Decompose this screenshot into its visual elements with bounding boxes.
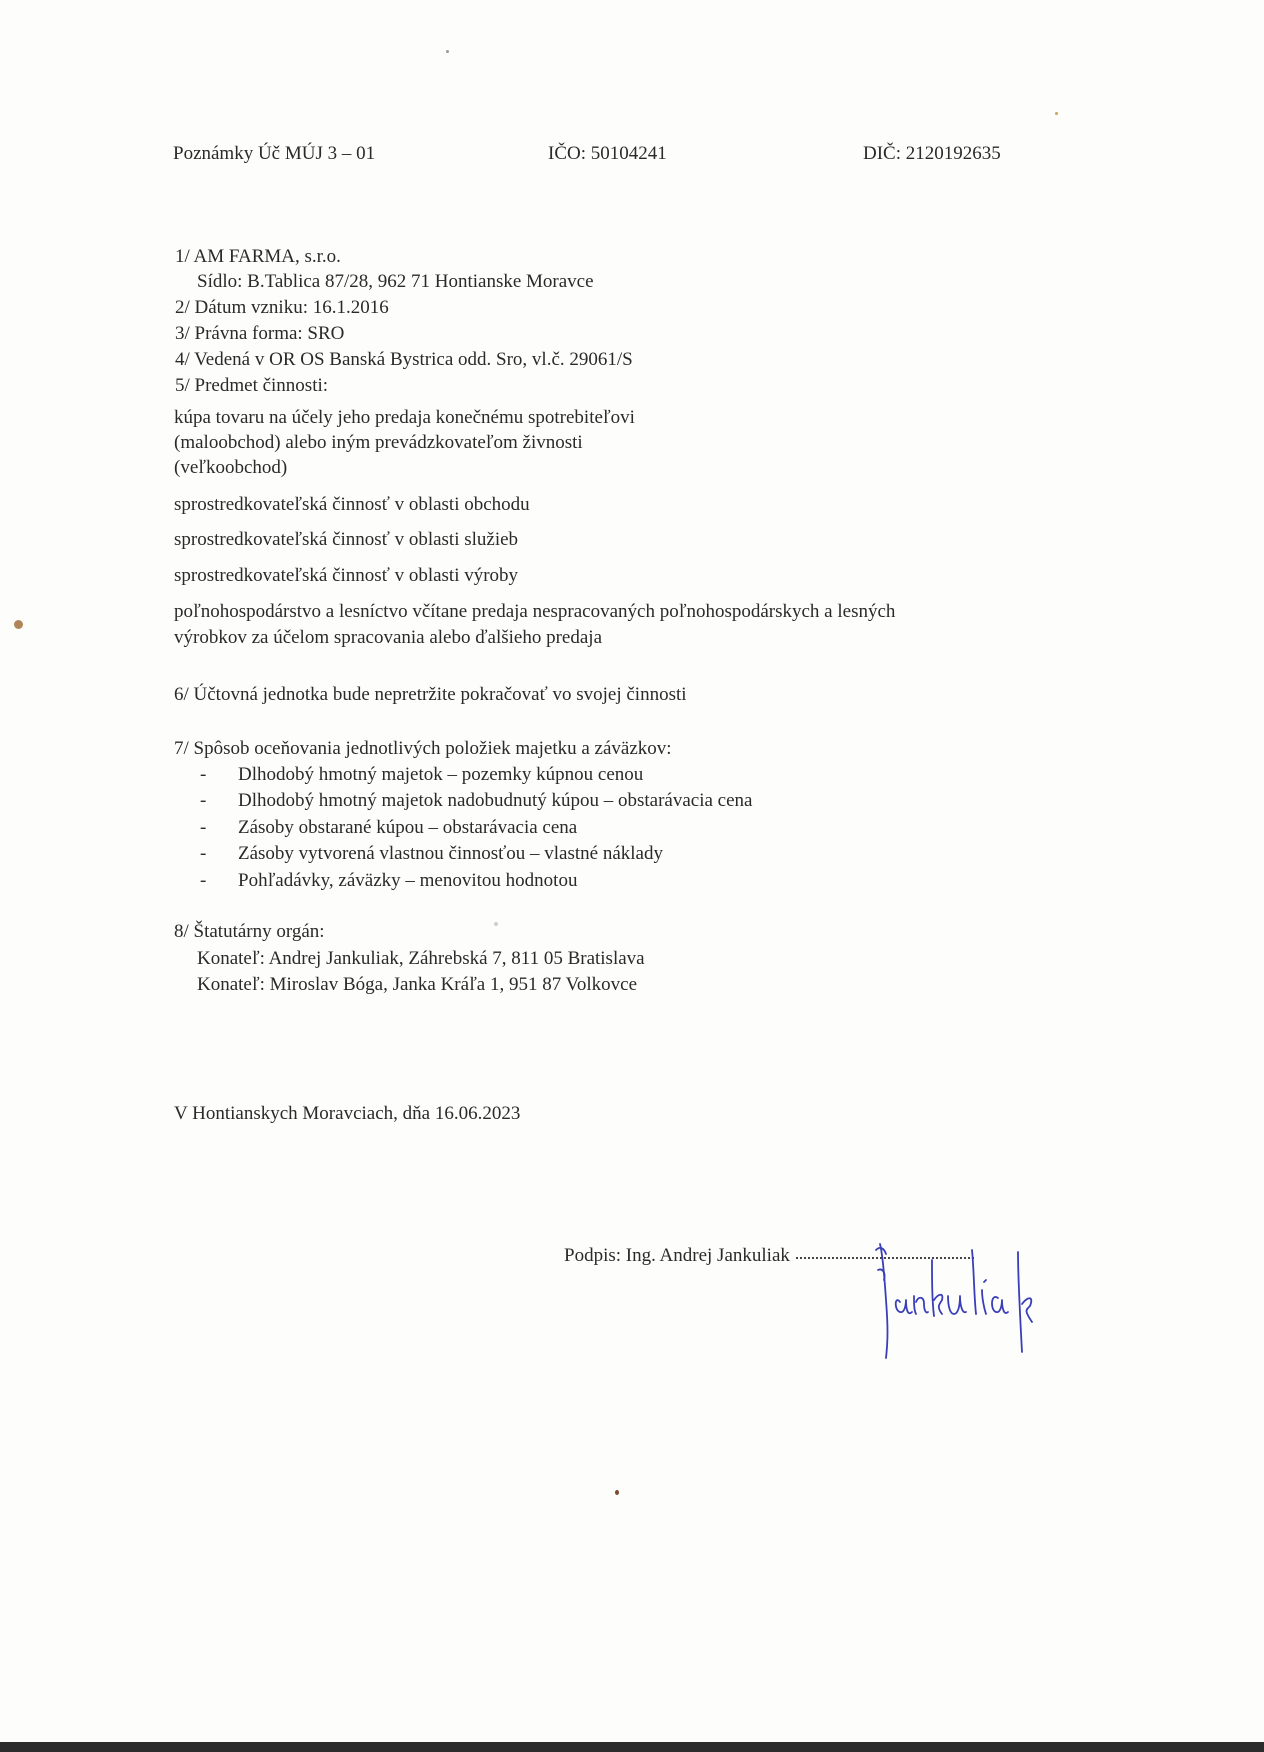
list-item: Zásoby vytvorená vlastnou činnosťou – vlastné náklady <box>238 843 663 864</box>
list-dash: - <box>200 764 207 785</box>
company-seat: Sídlo: B.Tablica 87/28, 962 71 Hontianske Moravce <box>197 271 594 292</box>
notes-header: Poznámky Úč MÚJ 3 – 01 <box>173 143 376 164</box>
ico-number: IČO: 50104241 <box>548 143 667 164</box>
going-concern-statement: 6/ Účtovná jednotka bude nepretržite pokračovať vo svojej činnosti <box>174 684 687 705</box>
activity-retail-line1: kúpa tovaru na účely jeho predaja konečnému spotrebiteľovi <box>174 407 635 428</box>
activity-retail-line3: (veľkoobchod) <box>174 457 288 478</box>
scan-speck <box>446 50 449 53</box>
registry-entry: 4/ Vedená v OR OS Banská Bystrica odd. Sro, vl.č. 29061/S <box>175 349 633 370</box>
list-dash: - <box>200 843 207 864</box>
executive-member-2: Konateľ: Miroslav Bóga, Janka Kráľa 1, 951 87 Volkovce <box>197 974 638 995</box>
scan-bottom-edge <box>0 1742 1264 1752</box>
dic-number: DIČ: 2120192635 <box>863 143 1001 164</box>
activity-services-brokerage: sprostredkovateľská činnosť v oblasti služieb <box>174 529 519 550</box>
list-item: Zásoby obstarané kúpou – obstarávacia cena <box>238 817 578 838</box>
place-and-date: V Hontianskych Moravciach, dňa 16.06.2023 <box>174 1103 521 1124</box>
scan-speck <box>1055 112 1058 115</box>
handwritten-signature <box>872 1240 1062 1360</box>
activity-agriculture-line2: výrobkov za účelom spracovania alebo ďalšieho predaja <box>174 627 603 648</box>
scan-speck <box>494 922 498 926</box>
company-name: 1/ AM FARMA, s.r.o. <box>175 246 341 267</box>
list-item: Dlhodobý hmotný majetok nadobudnutý kúpou – obstarávacia cena <box>238 790 753 811</box>
founding-date: 2/ Dátum vzniku: 16.1.2016 <box>175 297 389 318</box>
list-dash: - <box>200 817 207 838</box>
activity-production-brokerage: sprostredkovateľská činnosť v oblasti výroby <box>174 565 519 586</box>
activity-retail-line2: (maloobchod) alebo iným prevádzkovateľom živnosti <box>174 432 583 453</box>
list-item: Pohľadávky, záväzky – menovitou hodnotou <box>238 870 578 891</box>
scan-speck <box>615 1490 619 1495</box>
scan-speck <box>14 620 23 629</box>
statutory-body-title: 8/ Štatutárny orgán: <box>174 921 325 942</box>
activity-trade-brokerage: sprostredkovateľská činnosť v oblasti obchodu <box>174 494 530 515</box>
list-dash: - <box>200 790 207 811</box>
activity-agriculture-line1: poľnohospodárstvo a lesníctvo včítane predaja nespracovaných poľnohospodárskych a lesných <box>174 601 896 622</box>
list-dash: - <box>200 870 207 891</box>
activities-title: 5/ Predmet činnosti: <box>175 375 329 396</box>
legal-form: 3/ Právna forma: SRO <box>175 323 345 344</box>
executive-member-1: Konateľ: Andrej Jankuliak, Záhrebská 7, 811 05 Bratislava <box>197 948 645 969</box>
signature-label: Podpis: Ing. Andrej Jankuliak <box>564 1245 790 1266</box>
valuation-title: 7/ Spôsob oceňovania jednotlivých položiek majetku a záväzkov: <box>174 738 672 759</box>
list-item: Dlhodobý hmotný majetok – pozemky kúpnou cenou <box>238 764 644 785</box>
